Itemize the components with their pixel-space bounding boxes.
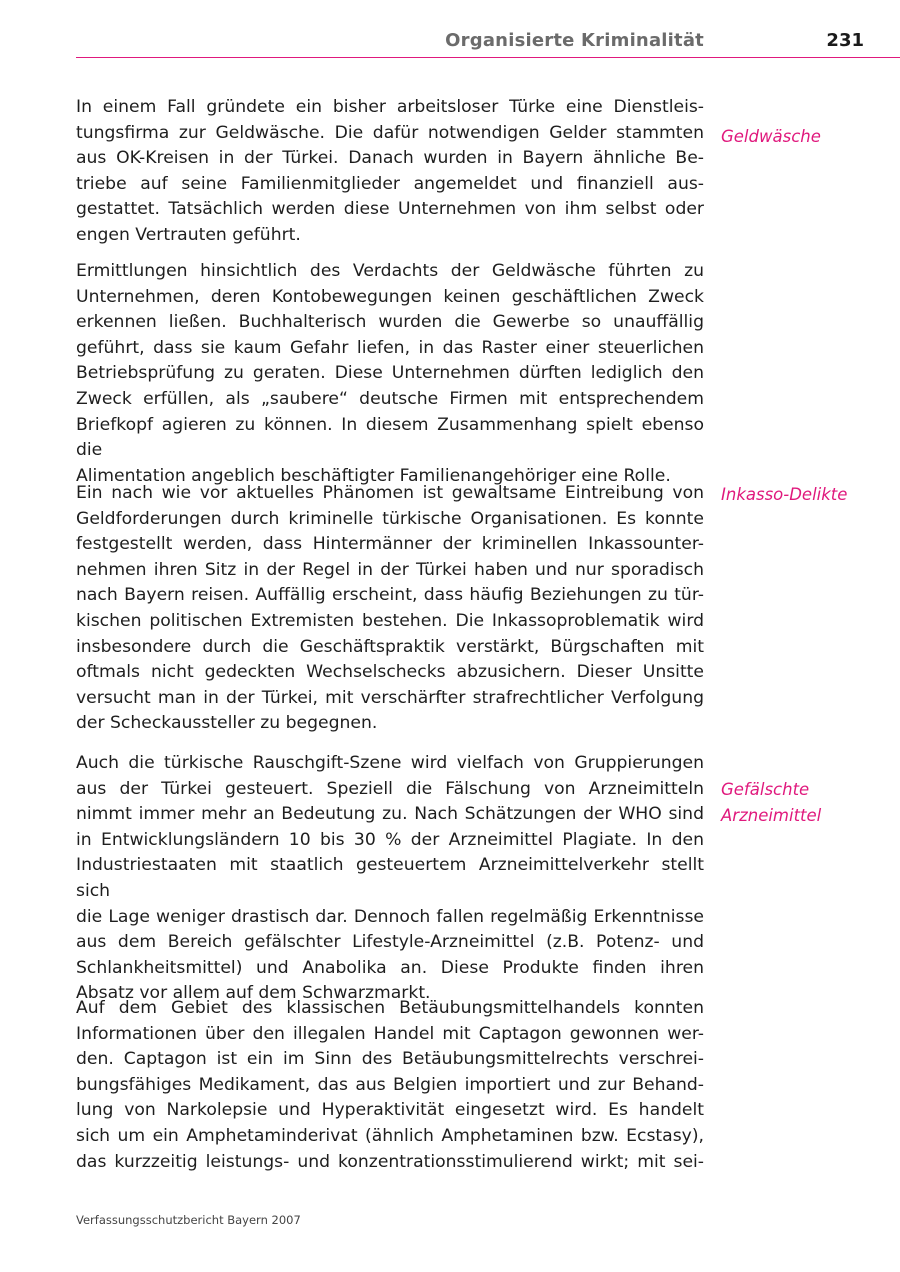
text-line: aus dem Bereich gefälschter Lifestyle-Arzneimittel (z.B. Potenz- und: [76, 932, 704, 953]
text-line: Ein nach wie vor aktuelles Phänomen ist gewaltsame Eintreibung von: [76, 483, 704, 503]
text-line: kischen politischen Extremisten bestehen. Die Inkassoproblematik wird: [76, 610, 704, 631]
text-line: geführt, dass sie kaum Gefahr liefen, in das Raster einer steuerlichen: [76, 337, 704, 358]
text-line: festgestellt werden, dass Hintermänner der kriminellen Inkassounter-: [76, 534, 704, 555]
text-line: insbesondere durch die Geschäftspraktik verstärkt, Bürgschaften mit: [76, 636, 704, 657]
margin-note-line: Gefälschte: [721, 780, 810, 799]
text-line: Absatz vor allem auf dem Schwarzmarkt.: [76, 983, 431, 1004]
text-line: triebe auf seine Familienmitglieder angemeldet und finanziell aus-: [76, 173, 704, 194]
text-line: oftmals nicht gedeckten Wechselschecks abzusichern. Dieser Unsitte: [76, 662, 704, 683]
text-line: Ermittlungen hinsichtlich des Verdachts der Geldwäsche führten zu: [76, 261, 704, 281]
text-line: bungsfähiges Medikament, das aus Belgien importiert und zur Behand-: [76, 1074, 704, 1095]
text-line: Schlankheitsmittel) und Anabolika an. Diese Produkte finden ihren: [76, 957, 704, 978]
text-line: Auf dem Gebiet des klassischen Betäubungsmittelhandels konnten: [76, 998, 704, 1018]
text-line: den. Captagon ist ein im Sinn des Betäubungsmittelrechts verschrei-: [76, 1049, 704, 1070]
paragraph-money-laundering-case: [76, 95, 704, 249]
text-line: Informationen über den illegalen Handel mit Captagon gewonnen wer-: [76, 1023, 704, 1044]
paragraph-captagon: [76, 996, 704, 1175]
text-line: Auch die türkische Rauschgift-Szene wird vielfach von Gruppierungen: [76, 753, 704, 773]
text-line: der Scheckaussteller zu begegnen.: [76, 713, 378, 734]
text-line: Geldforderungen durch kriminelle türkische Organisationen. Es konnte: [76, 508, 704, 529]
text-line: gestattet. Tatsächlich werden diese Unternehmen von ihm selbst oder: [76, 199, 704, 220]
text-line: tungsfirma zur Geldwäsche. Die dafür notwendigen Gelder stammten: [76, 122, 704, 143]
text-line: Unternehmen, deren Kontobewegungen keinen geschäftlichen Zweck: [76, 286, 704, 307]
text-line: Briefkopf agieren zu können. In diesem Zusammenhang spielt ebenso die: [76, 414, 704, 461]
text-line: lung von Narkolepsie und Hyperaktivität eingesetzt wird. Es handelt: [76, 1100, 704, 1121]
margin-note-inkasso: Inkasso-Delikte: [721, 485, 848, 504]
text-line: Betriebsprüfung zu geraten. Diese Unternehmen dürften lediglich den: [76, 363, 704, 384]
paragraph-counterfeit-drugs: [76, 751, 704, 1007]
text-line: in Entwicklungsländern 10 bis 30 % der Arzneimittel Plagiate. In den: [76, 829, 704, 850]
margin-note-arzneimittel: [721, 777, 891, 828]
text-line: die Lage weniger drastisch dar. Dennoch fallen regelmäßig Erkenntnisse: [76, 906, 704, 927]
text-line: nimmt immer mehr an Bedeutung zu. Nach Schätzungen der WHO sind: [76, 804, 704, 825]
margin-note-geldwaesche: Geldwäsche: [721, 127, 821, 146]
paragraph-money-laundering-investigation: [76, 259, 704, 489]
page-number: 231: [826, 30, 864, 51]
running-header: [76, 0, 900, 58]
text-line: engen Vertrauten geführt.: [76, 224, 301, 245]
header-title: Organisierte Kriminalität: [445, 30, 704, 51]
text-line: Alimentation angeblich beschäftigter Familienangehöriger eine Rolle.: [76, 465, 671, 486]
page-footer: Verfassungsschutzbericht Bayern 2007: [76, 1213, 301, 1227]
text-line: aus der Türkei gesteuert. Speziell die Fälschung von Arzneimitteln: [76, 778, 704, 799]
margin-note-line: Arzneimittel: [721, 805, 822, 825]
text-line: sich um ein Amphetaminderivat (ähnlich Amphetaminen bzw. Ecstasy),: [76, 1125, 704, 1146]
text-line: Zweck erfüllen, als „saubere“ deutsche Firmen mit entsprechendem: [76, 388, 704, 409]
text-line: versucht man in der Türkei, mit verschärfter strafrechtlicher Verfolgung: [76, 687, 704, 708]
paragraph-debt-collection: [76, 481, 704, 737]
text-line: Industriestaaten mit staatlich gesteuertem Arzneimittelverkehr stellt sich: [76, 855, 704, 901]
text-line: aus OK-Kreisen in der Türkei. Danach wurden in Bayern ähnliche Be-: [76, 148, 704, 169]
text-line: das kurzzeitig leistungs- und konzentrationsstimulierend wirkt; mit sei-: [76, 1151, 704, 1172]
text-line: In einem Fall gründete ein bisher arbeitsloser Türke eine Dienstleis-: [76, 97, 704, 117]
text-line: nach Bayern reisen. Auffällig erscheint, dass häufig Beziehungen zu tür-: [76, 585, 704, 606]
text-line: nehmen ihren Sitz in der Regel in der Türkei haben und nur sporadisch: [76, 559, 704, 580]
text-line: erkennen ließen. Buchhalterisch wurden die Gewerbe so unauffällig: [76, 312, 704, 333]
